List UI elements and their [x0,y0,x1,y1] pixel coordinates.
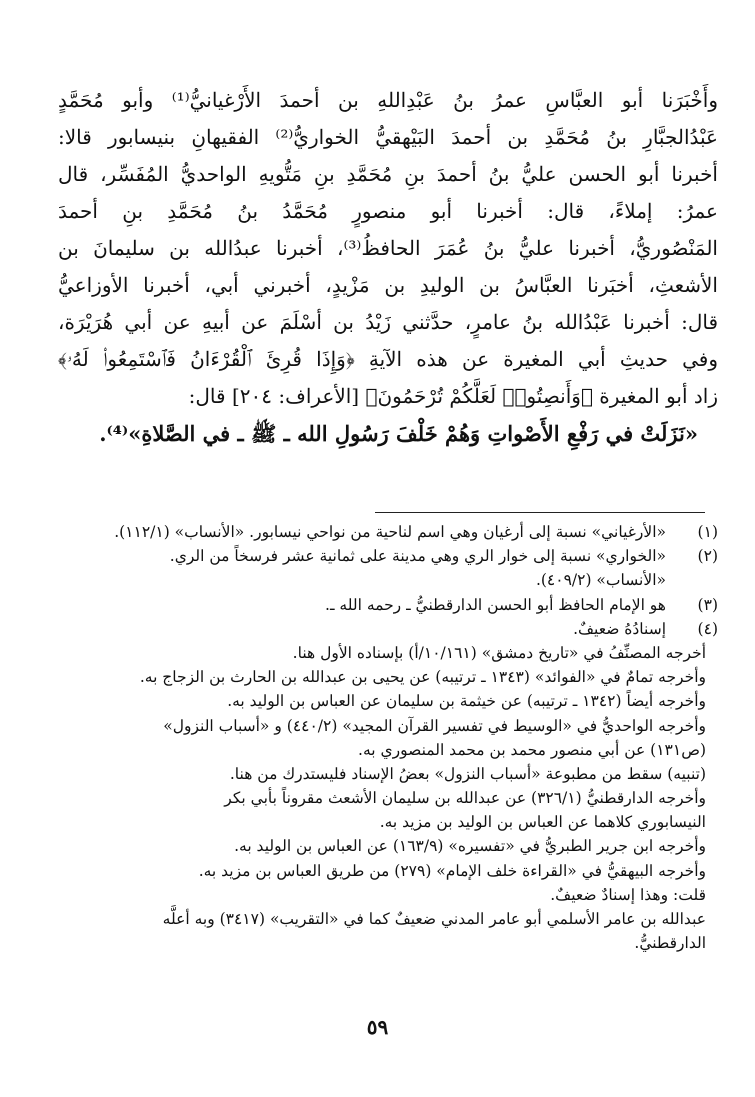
footnote-number: (٣) [697,595,718,614]
hadith-quote: «نَزَلَتْ في رَفْعِ الأَصْواتِ وَهُمْ خَلْفَ رَسُولِ الله ـ ﷺ ـ في الصَّلاةِ»⁽⁴⁾. [99,421,698,446]
footnote-number: (٢) [697,547,718,566]
main-line: وأَخْبَرَنا أبو العبَّاسِ عمرُ بنُ عَبْدِاللهِ بن أحمدَ الأَرْغيانيُّ⁽¹⁾ وأبو مُحَمَّدٍ [58,88,718,112]
footnote-text: (تنبيه) سقط من مطبوعة «أسباب النزول» بعضُ الإسناد فليستدرك من هنا. [229,764,706,783]
main-line: وفي حديثِ أبي المغيرة عن هذه الآيةِ ﴿وَإِذَا قُرِئَ ٱلْقُرْءَانُ فَٱسْتَمِعُوا۟ لَهُۥ﴾ [58,347,718,371]
footnote-continuation [58,568,718,592]
footnote-text: وأخرجه الدارقطنيُّ (٣٢٦/١) عن عبدالله بن سليمان الأشعث مقروناً بأبي بكر [224,789,706,808]
footnote-number: (٤) [697,619,718,638]
main-line: زاد أبو المغيرة ﴿وَأَنصِتُوا۟ لَعَلَّكُمْ تُرْحَمُونَ﴾ [الأعراف: ٢٠٤] قال: [188,384,718,408]
footnote [58,617,718,641]
footnote-number: (١) [697,523,718,541]
footnote-text: وأخرجه أيضاً (١٣٤٢ ـ ترتيبه) عن خيثمة بن سليمان عن العباس بن الوليد به. [227,692,706,711]
footnote-body-line [58,810,718,834]
footnote [58,520,718,544]
footnote-body-line [58,859,718,883]
footnote-text: وأخرجه ابن جرير الطبريُّ في «تفسيره» (١٦٣/٩) عن العباس بن الوليد به. [234,837,706,856]
footnote-body-line [58,714,718,738]
footnote-body-line [58,641,718,665]
main-line: الأشعثِ، أخبَرنا العبَّاسُ بن الوليدِ بن مَزْيدٍ، أخبرني أبي، أخبرنا الأوزاعيُّ [58,273,718,297]
main-line: أخبرنا أبو الحسن عليُّ بنُ أحمدَ بنِ مُحَمَّدِ بنِ مَتُّويهِ الواحديُّ المُفَسِّر، قال [58,162,718,186]
footnote-text: الدارقطنيُّ. [634,934,706,953]
footnote [58,593,718,617]
footnote-text: «الخواري» نسبة إلى خوار الري وهي مدينة على ثمانية عشر فرسخاً من الري. [169,547,666,566]
footnote-text: عبدالله بن عامر الأسلمي أبو عامر المدني ضعيفٌ كما في «التقريب» (٣٤١٧) وبه أعلَّه [162,910,706,928]
footnotes [58,520,718,955]
footnote-body-line [58,931,718,955]
footnote-text: هو الإمام الحافظ أبو الحسن الدارقطنيُّ ـ رحمه الله ـ. [325,595,666,614]
footnote-body-line [58,665,718,689]
footnote-text: وأخرجه الواحديُّ في «الوسيط في تفسير القرآن المجيد» (٤٤٠/٢) و «أسباب النزول» [163,716,706,735]
footnote-text: «الأنساب» (٤٠٩/٢). [535,571,666,590]
footnote-body-line [58,689,718,713]
footnote-body-line [58,786,718,810]
footnote-text: إسنادُهُ ضعيفٌ. [573,619,666,638]
footnote-text: وأخرجه البيهقيُّ في «القراءة خلف الإمام» (٢٧٩) من طريق العباس بن مزيد به. [198,861,706,880]
main-line: المَنْصُوريُّ، أخبرنا عليُّ بنُ عُمَرَ الحافظُ⁽³⁾، أخبرنا عبدُالله بن سليمانَ بن [58,236,718,260]
footnote-divider [375,512,705,513]
main-line: عَبْدُالجبَّارِ بنُ مُحَمَّدِ بن أحمدَ البَيْهقيُّ الخواريُّ⁽²⁾ الفقيهانِ بنيسابور قالا: [58,125,718,149]
footnote-text: قلت: وهذا إسنادٌ ضعيفٌ. [550,885,706,904]
footnote [58,544,718,568]
main-line: قال: أخبرنا عَبْدُالله بنُ عامرٍ، حدَّثني زَيْدُ بن أسْلَمَ عن أبيهِ عن أبي هُرَيْرَة، [58,310,719,334]
footnote-text: النيسابوري كلاهما عن العباس بن الوليد بن مزيد به. [379,813,706,832]
footnote-body-line [58,834,718,858]
footnote-body-line [58,907,718,931]
footnote-text: وأخرجه تمامٌ في «الفوائد» (١٣٤٣ ـ ترتيبه) عن يحيى بن عبدالله بن الحارث بن الزجاج به. [139,668,706,687]
footnote-body-line [58,738,718,762]
footnote-text: «الأرغياني» نسبة إلى أرغيان وهي اسم لناحية من نواحي نيسابور. «الأنساب» (١١٢/١). [114,523,666,541]
page-number: ٥٩ [366,1015,389,1039]
main-text [58,82,718,452]
main-line: عمرُ: إملاءً، قال: أخبرنا أبو منصورٍ مُحَمَّدُ بنُ مُحَمَّدِ بنِ أحمدَ [58,199,718,223]
footnote-text: (ص١٣١) عن أبي منصور محمد بن محمد المنصوري به. [358,740,706,759]
footnote-body-line [58,762,718,786]
footnote-text: أخرجه المصنِّفُ في «تاريخ دمشق» (١٠/١٦١/أ) بإسناده الأول هنا. [292,643,706,662]
footnote-body-line [58,883,718,907]
